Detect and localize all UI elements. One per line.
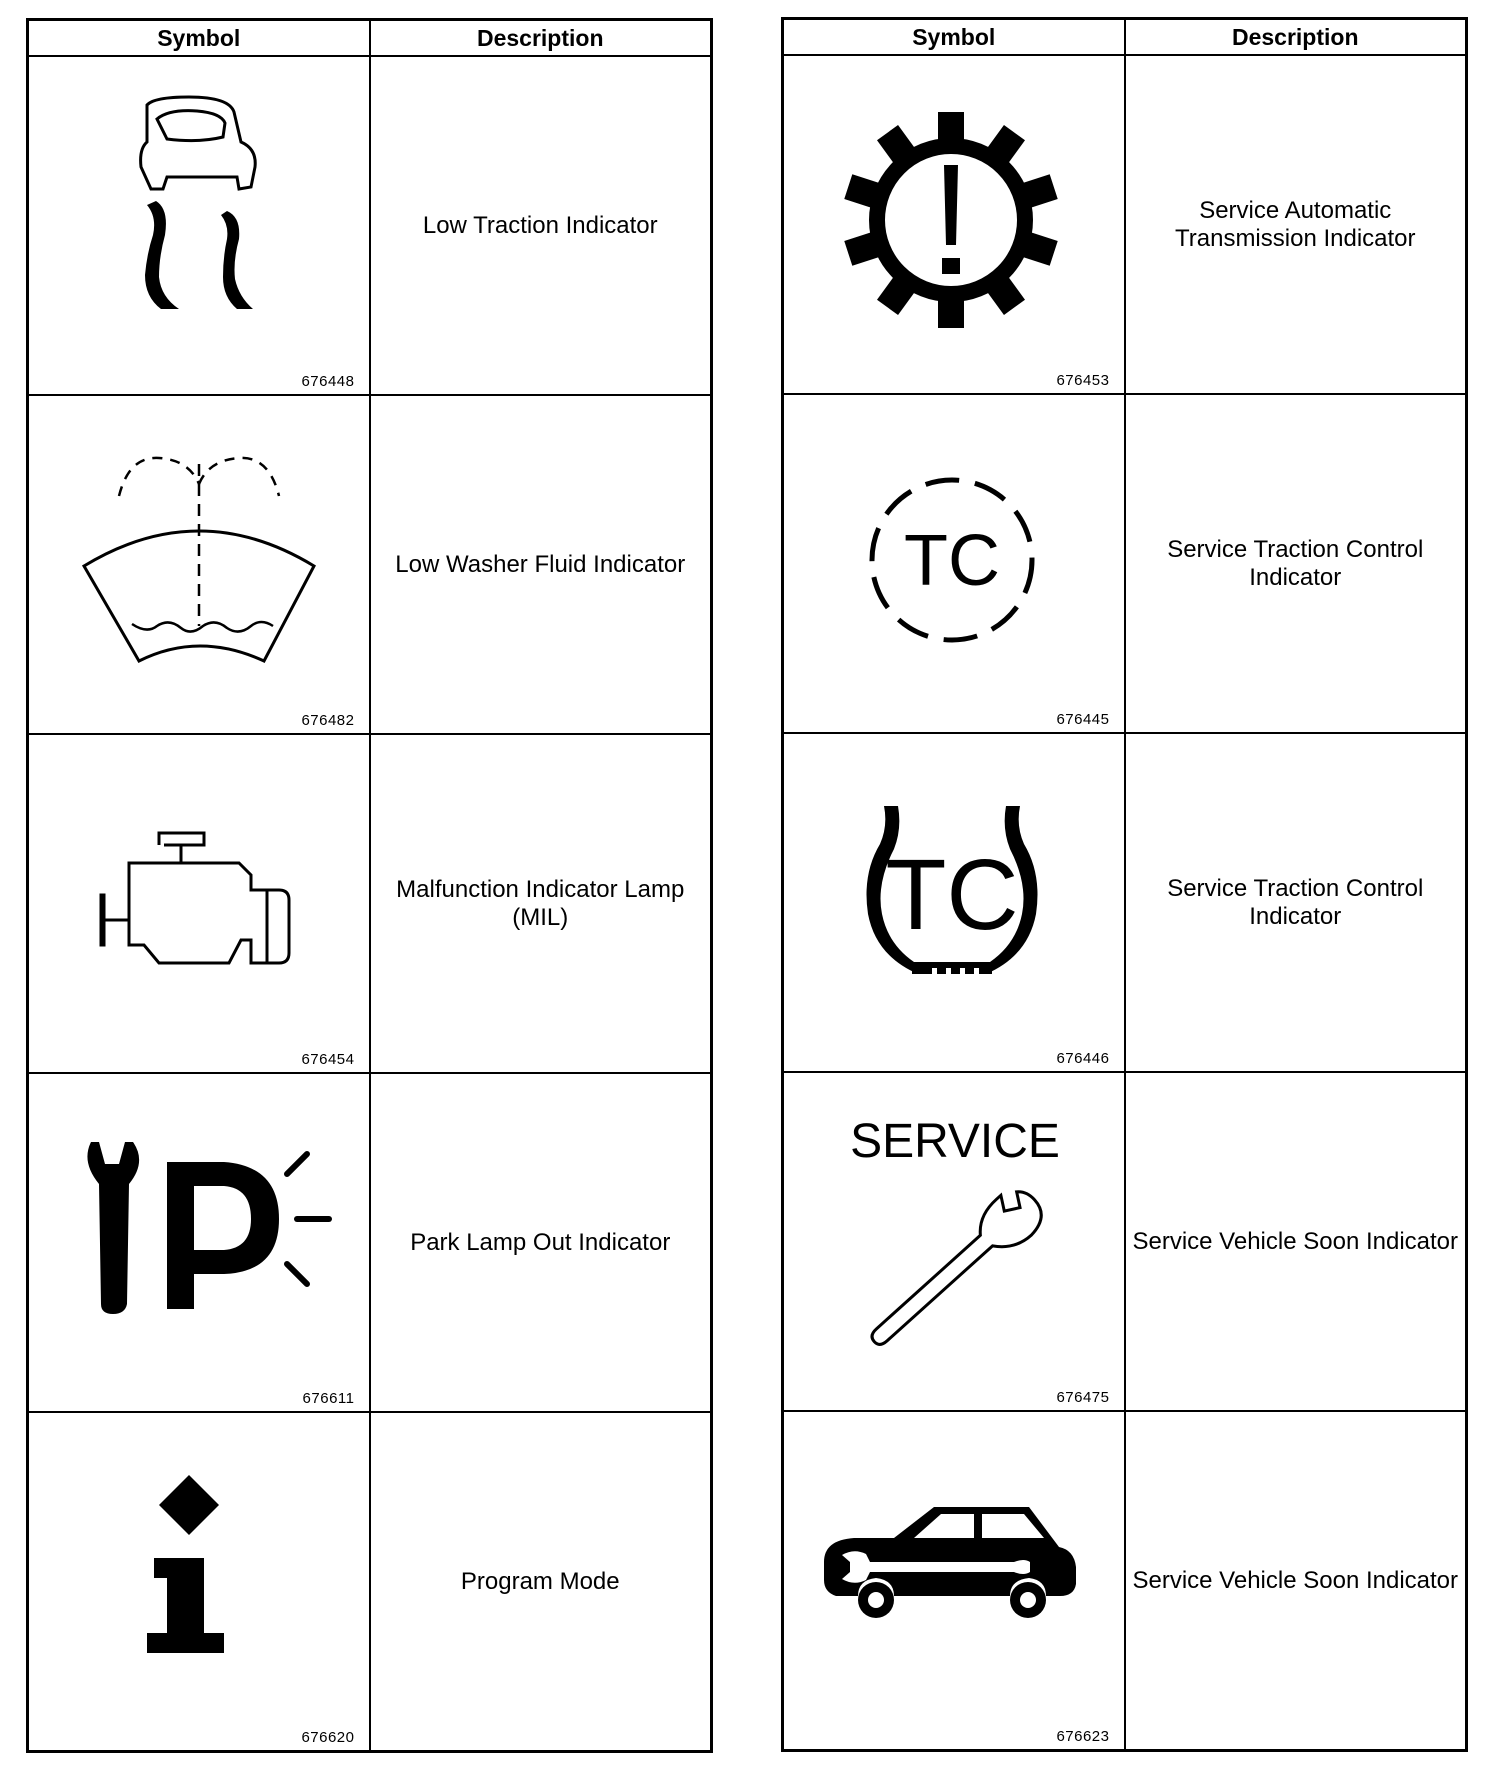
symbol-cell [28,56,370,395]
tc-label: TC [904,521,1000,601]
symbol-table-right [781,17,1468,1752]
gear-exclamation-icon [784,56,1126,393]
figure-number: 676611 [302,1390,355,1407]
tc-label: TC [885,839,1019,951]
tc-dashed-circle-icon [784,395,1126,732]
symbol-cell [28,1412,370,1752]
symbol-cell [28,734,370,1073]
description-cell: Service Automatic Transmission Indicator [1125,55,1467,394]
figure-number: 676446 [1056,1050,1110,1067]
table-header-row [783,19,1467,56]
washer-fluid-icon [29,396,371,733]
symbol-cell [783,1411,1125,1751]
service-wrench-icon [784,1073,1126,1410]
tc-tire-icon [784,734,1126,1071]
table-row [28,1073,712,1412]
engine-icon [29,735,371,1072]
table-row [783,1072,1467,1411]
symbol-column-header: Symbol [28,20,370,57]
symbol-cell [783,733,1125,1072]
description-column-header: Description [370,20,712,57]
table-row [783,394,1467,733]
park-lamp-icon [29,1074,371,1411]
description-column-header: Description [1125,19,1467,56]
description-cell: Park Lamp Out Indicator [370,1073,712,1412]
figure-number: 676620 [301,1729,355,1746]
description-cell: Service Traction Control Indicator [1125,733,1467,1072]
symbol-cell [783,394,1125,733]
description-cell: Service Traction Control Indicator [1125,394,1467,733]
figure-number: 676453 [1056,372,1110,389]
description-cell: Low Washer Fluid Indicator [370,395,712,734]
figure-number: 676482 [301,712,355,729]
table-row [28,1412,712,1752]
description-cell: Low Traction Indicator [370,56,712,395]
symbol-cell [28,395,370,734]
description-cell: Service Vehicle Soon Indicator [1125,1411,1467,1751]
figure-number: 676454 [301,1051,355,1068]
symbol-cell [28,1073,370,1412]
figure-number: 676445 [1056,711,1110,728]
table-row [783,55,1467,394]
info-icon [29,1413,371,1750]
description-cell: Malfunction Indicator Lamp (MIL) [370,734,712,1073]
symbol-column-header: Symbol [783,19,1125,56]
table-row [783,733,1467,1072]
description-cell: Service Vehicle Soon Indicator [1125,1072,1467,1411]
service-label: SERVICE [850,1115,1060,1168]
figure-number: 676475 [1056,1389,1110,1406]
table-header-row [28,20,712,57]
car-wrench-icon [784,1412,1126,1749]
figure-number: 676448 [301,373,355,390]
table-row [783,1411,1467,1751]
figure-number: 676623 [1056,1728,1110,1745]
symbol-cell [783,55,1125,394]
symbol-table-left [26,18,713,1753]
symbol-cell [783,1072,1125,1411]
low-traction-icon [29,57,371,394]
table-row [28,56,712,395]
table-row [28,734,712,1073]
table-row [28,395,712,734]
description-cell: Program Mode [370,1412,712,1752]
